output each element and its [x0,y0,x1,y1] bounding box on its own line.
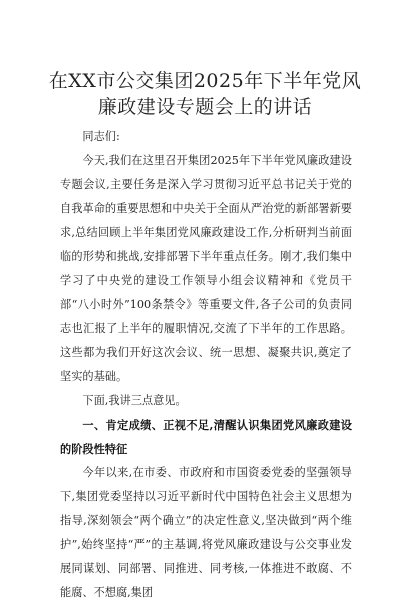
paragraph-intro: 今天,我们在这里召开集团2025年下半年党风廉政建设专题会议,主要任务是深入学习贯彻习近平总书记关于党的自我革命的重要思想和中央关于全面从严治党的新部署新要求,总结回顾上半年集团党风廉政建设工作,分析研判当前面临的形势和挑战,安排部署下半年重点任务。刚才,我们集中学习了中央党的建设工作领导小组会议精神和《党员干部“八小时外”100条禁令》等重要文件,各子公司的负责同志也汇报了上半年的履职情况,交流了下半年的工作思路。这些都为我们开好这次会议、统一思想、凝聚共识,奠定了坚实的基础。 [60,154,352,383]
document-title: 在XX市公交集团2025年下半年党风廉政建设专题会上的讲话 [48,70,362,118]
section-heading: 一、肯定成绩、正视不足,清醒认识集团党风廉政建设的阶段性特征 [60,418,352,456]
salutation: 同志们: [82,130,120,143]
document-body [60,125,352,605]
section-paragraph: 今年以来,在市委、市政府和市国资委党委的坚强领导下,集团党委坚持以习近平新时代中国特色社会主义思想为指导,深刻领会“两个确立”的决定性意义,坚决做到“两个维护”,始终坚持“严”的主基调,将党风廉政建设与公交事业发展同谋划、同部署、同推进、同考核,一体推进不敢腐、不能腐、不想腐,集团 [60,466,352,599]
paragraph-transition: 下面,我讲三点意见。 [82,394,187,407]
